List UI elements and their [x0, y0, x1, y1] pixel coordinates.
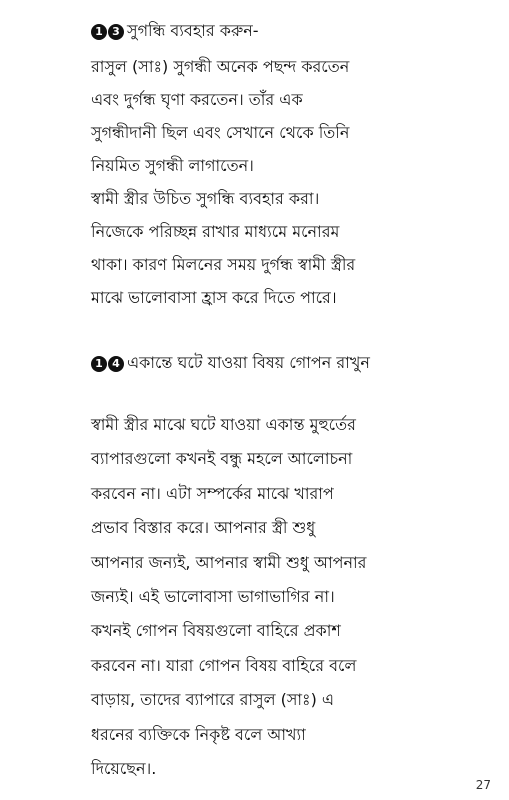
paragraph-line: স্বামী স্ত্রীর মাঝে ঘটে যাওয়া একান্ত মুহুর্তের	[91, 415, 356, 434]
paragraph-line: থাকা। কারণ মিলনের সময় দুর্গন্ধ স্বামী স্ত্রীর	[91, 255, 356, 274]
digit-badge: 1	[91, 24, 107, 40]
paragraph-line: করবেন না। যারা গোপন বিষয় বাহিরে বলে	[91, 655, 357, 675]
paragraph-line: বাড়ায়, তাদের ব্যাপারে রাসুল (সাঃ) এ	[91, 690, 335, 710]
paragraph-line: স্বামী স্ত্রীর উচিত সুগন্ধি ব্যবহার করা।	[91, 189, 320, 208]
section-number-badge	[91, 13, 125, 51]
digit-badge: 4	[108, 356, 124, 372]
paragraph-line: দিয়েছেন।.	[91, 758, 157, 778]
paragraph-line: ব্যাপারগুলো কখনই বন্ধু মহলে আলোচনা	[91, 449, 353, 469]
section-keep-private	[91, 344, 491, 382]
paragraph-line: নিজেকে পরিচ্ছন্ন রাখার মাধ্যমে মনোরম	[91, 222, 340, 241]
digit-badge: 1	[91, 356, 107, 372]
paragraph-line: জন্যই। এই ভালোবাসা ভাগাভাগির না।	[91, 586, 335, 606]
digit-badge: 3	[108, 24, 124, 40]
paragraph-line: ধরনের ব্যক্তিকে নিকৃষ্ট বলে আখ্যা	[91, 724, 306, 744]
section-perfume	[91, 12, 491, 314]
heading-text: সুগন্ধি ব্যবহার করুন-	[127, 21, 259, 40]
paragraph-line: এবং দুর্গন্ধ ঘৃণা করতেন। তাঁর এক	[91, 90, 303, 109]
paragraph-line: নিয়মিত সুগন্ধী লাগাতেন।	[91, 156, 254, 175]
paragraph-line: রাসুল (সাঃ) সুগন্ধী অনেক পছন্দ করতেন	[91, 57, 350, 76]
section-heading-perfume	[91, 12, 491, 50]
paragraph-line: প্রভাব বিস্তার করে। আপনার স্ত্রী শুধু	[91, 518, 316, 538]
page-number: 27	[475, 778, 491, 792]
section-heading-keep-private	[91, 344, 491, 382]
paragraph-line: সুগন্ধীদানী ছিল এবং সেখানে থেকে তিনি	[91, 123, 350, 142]
paragraph-line: আপনার জন্যই, আপনার স্বামী শুধু আপনার	[91, 552, 367, 572]
section-keep-private-body	[91, 408, 491, 786]
paragraph-line: কখনই গোপন বিষয়গুলো বাহিরে প্রকাশ	[91, 621, 341, 641]
heading-text: একান্তে ঘটে যাওয়া বিষয় গোপন রাখুন	[127, 353, 370, 372]
section-number-badge	[91, 345, 125, 383]
paragraph-line: মাঝে ভালোবাসা হ্রাস করে দিতে পারে।	[91, 288, 337, 307]
paragraph-line: করবেন না। এটা সম্পর্কের মাঝে খারাপ	[91, 483, 334, 503]
